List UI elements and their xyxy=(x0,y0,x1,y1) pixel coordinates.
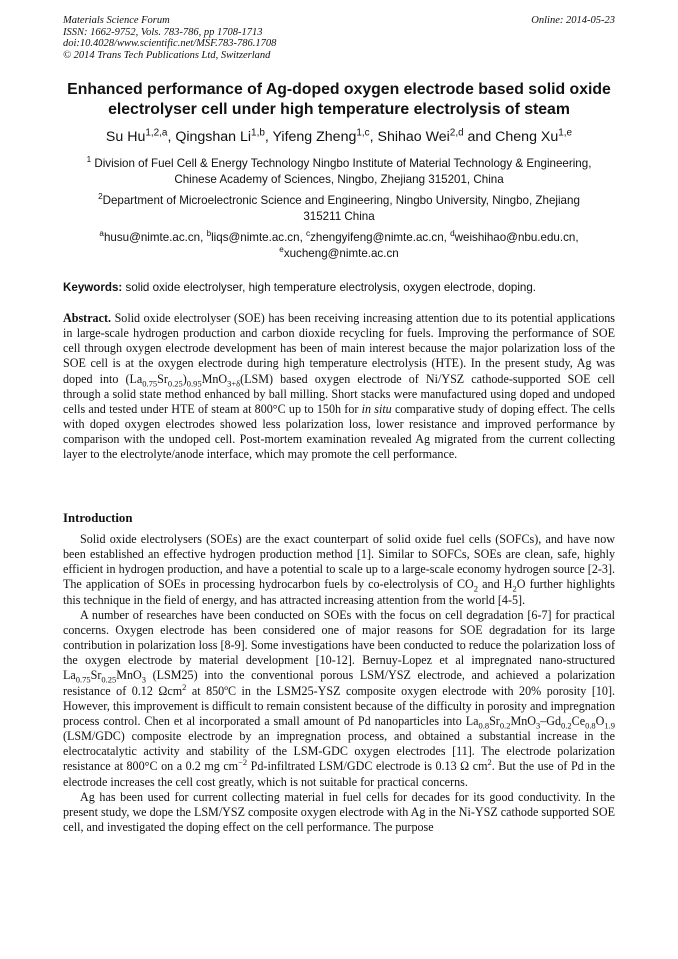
formula-sub: 3+δ xyxy=(227,378,241,389)
paragraph-text: O further highlights this technique in the field of energy, and has attracted increasing attention from the world [4-5]. xyxy=(63,577,615,607)
author-name: Qingshan Li xyxy=(175,129,252,145)
formula-sub: 2 xyxy=(473,583,479,594)
author-sup: 1,b xyxy=(251,127,265,139)
affiliation-2 xyxy=(60,193,618,224)
paragraph: Ag has been used for current collecting material in fuel cells for decades for its good conductivity. In the present study, we dope the LSM/YSZ composite oxygen electrode with Ag in the Ni-YSZ cathode supported SOE cell, and investigated the doping effect on the cell performance. The purpose xyxy=(63,789,615,834)
author-sep: , xyxy=(264,129,273,145)
formula-part: MnO xyxy=(510,713,536,728)
formula-part: MnO xyxy=(116,668,142,683)
formula-sub: 0.75 xyxy=(75,674,91,685)
keywords-text: solid oxide electrolyser, high temperature electrolysis, oxygen electrode, doping. xyxy=(125,281,537,294)
email-mark: e xyxy=(279,244,284,254)
email-a[interactable]: husu@nimte.ac.cn xyxy=(103,231,201,244)
author-list xyxy=(40,128,638,146)
author-sup: 1,c xyxy=(356,127,370,139)
affiliation-text: Division of Fuel Cell & Energy Technology Ningbo Institute of Material Technology & Engineering, xyxy=(94,157,592,170)
formula-part: Sr xyxy=(157,371,168,386)
affiliation-text: Chinese Academy of Sciences, Ningbo, Zhejiang 315201, China xyxy=(174,172,504,186)
author-name: Yifeng Zheng xyxy=(272,129,357,145)
doi-line: doi:10.4028/www.scientific.net/MSF.783-786.1708 xyxy=(63,38,277,50)
abstract-text: (LSM) based oxygen electrode of Ni/YSZ cathode-supported SOE cell through a solid state method enhanced by ball milling. Short stacks were manufactured using doped and undoped cells and tested under HTE of steam at 800°C up to 150h for xyxy=(63,371,615,416)
email-mark: d xyxy=(450,229,455,239)
paragraph-text: A number of researches have been conducted on SOEs with the focus on cell degradation [6-7] for practical concerns. Oxygen electrode has been considered one of major reasons for SOE degradation for its large contribution in polarization loss [8-9]. Some investigations have been conducted to reduce the polarization loss of the oxygen electrode by material development [10-12]. Bernuy-Lopez et al impregnated nano-structured La xyxy=(63,607,615,683)
email-d[interactable]: weishihao@nbu.edu.cn xyxy=(454,231,576,244)
online-date: Online: 2014-05-23 xyxy=(531,15,615,26)
author-sep: and xyxy=(463,129,496,145)
affiliation-text: 315211 China xyxy=(303,209,375,223)
formula-sub: 0.2 xyxy=(561,720,572,731)
formula-part: –Gd xyxy=(540,713,562,728)
affiliation-text: Department of Microelectronic Science and Engineering, Ningbo University, Ningbo, Zhejiang xyxy=(102,194,580,207)
formula-sub: 2 xyxy=(512,583,517,594)
author-name: Su Hu xyxy=(105,129,146,145)
formula-sup: 2 xyxy=(487,757,492,768)
email-mark: c xyxy=(306,229,311,239)
abstract-italic: in situ xyxy=(361,401,392,416)
formula-part: MnO xyxy=(201,371,228,386)
author-sup: 1,2,a xyxy=(145,127,168,139)
formula-sup: −2 xyxy=(238,757,248,768)
formula-part: O xyxy=(595,713,605,728)
paragraph-text: Pd-infiltrated LSM/GDC electrode is 0.13 Ω cm xyxy=(247,759,488,774)
abstract xyxy=(63,311,615,463)
formula-sup: 2 xyxy=(182,681,187,692)
formula-part: Sr xyxy=(90,668,102,683)
abstract-text: Solid oxide electrolyser (SOE) has been receiving increasing attention due to its potential applications in large-scale hydrogen production and carbon dioxide recycling for fuels. Improving the performance of SOE cell through oxygen electrode development has been of main interest because the major polarization loss of the SOE cell is at the oxygen electrode during high temperature electrolysis (HTE). In the present study, Ag was doped into (La xyxy=(63,311,616,386)
paragraph-text: at 850ºC in the LSM25-YSZ composite oxygen electrode with 20% porosity [10]. However, this improvement is difficult to remain consistent because of the difficulty in porosity and impregnation process control. Chen et al incorporated a small amount of Pd nanoparticles into La xyxy=(63,683,616,728)
paragraph xyxy=(63,608,615,790)
keywords xyxy=(63,280,615,295)
email-mark: a xyxy=(99,229,104,239)
paragraph-text: Solid oxide electrolysers (SOEs) are the exact counterpart of solid oxide fuel cells (SOFCs), and have now been established an effective hydrogen production method [1]. Similar to SOFCs, SOEs are clean, safe, highly efficient in hydrogen production, and have a potential to scale up to a large-scale economy hydrogen source [2-3]. The application of SOEs in processing hydrocarbon fuels by co-electrolysis of CO xyxy=(63,532,615,592)
abstract-label: Abstract. xyxy=(63,311,112,325)
author-name: Shihao Wei xyxy=(377,129,450,145)
formula-sub: 3 xyxy=(535,720,541,731)
affiliation-mark: 1 xyxy=(86,155,92,165)
email-list: $^a$husu@nimte.ac.cn, $^b$liqs@nimte.ac.cn, $^c$zhengyifeng@nimte.ac.cn, $^d$weishihao@nbu.edu.cn, $^e$xucheng@nimte.ac.cn xyxy=(99,229,579,260)
keywords-label: Keywords: xyxy=(63,281,123,294)
paper-title xyxy=(40,80,638,120)
title-line-2: electrolyser cell under high temperature electrolysis of steam xyxy=(108,101,570,118)
email-mark: b xyxy=(206,229,212,239)
abstract-text: comparative study of doping effect. The cells with doped oxygen electrodes showed less polarization loss, lower resistance and improved performance by comparison with the undoped cell. Post-mortem examination revealed Ag migrated from the current collecting layer to the electrolyte/anode interface, which may promote the cell performance. xyxy=(63,401,616,462)
formula-part: ) xyxy=(182,371,187,386)
formula-part: Sr xyxy=(489,713,500,728)
formula-sub: 0.25 xyxy=(167,378,183,389)
formula-sub: 0.8 xyxy=(585,720,596,731)
formula-part: Ce xyxy=(571,713,586,728)
paragraph xyxy=(63,532,615,608)
formula-sub: 0.2 xyxy=(499,720,511,731)
paragraph-text: (LSM25) into the conventional porous LSM/YSZ electrode, and achieved a polarization resistance of 0.12 Ωcm xyxy=(63,668,615,698)
author-sep: , xyxy=(167,129,176,145)
email-e[interactable]: xucheng@nimte.ac.cn xyxy=(283,246,399,260)
issn-line: ISSN: 1662-9752, Vols. 783-786, pp 1708-1713 xyxy=(63,26,263,38)
title-line-1: Enhanced performance of Ag-doped oxygen electrode based solid oxide xyxy=(67,81,611,98)
author-sup: 1,e xyxy=(558,127,573,139)
formula-sub: 0.25 xyxy=(101,674,117,685)
formula-sub: 3 xyxy=(141,674,146,685)
email-c[interactable]: zhengyifeng@nimte.ac.cn xyxy=(310,231,444,244)
affiliation-mark: 2 xyxy=(98,192,103,202)
paragraph-text: and H xyxy=(478,577,513,592)
affiliation-1 xyxy=(60,156,618,187)
copyright-line: © 2014 Trans Tech Publications Ltd, Switzerland xyxy=(63,49,271,61)
journal-name: Materials Science Forum xyxy=(63,15,170,26)
section-heading-introduction: Introduction xyxy=(63,511,133,525)
formula-sub: 0.8 xyxy=(478,720,490,731)
paragraph-text: . But the use of Pd in the electrode increases the cell cost greatly, which is not suitable for practical concerns. xyxy=(63,759,615,789)
formula-sub: 0.75 xyxy=(142,378,158,389)
introduction-body xyxy=(63,532,615,835)
email-b[interactable]: liqs@nimte.ac.cn xyxy=(211,231,300,244)
author-sup: 2,d xyxy=(449,127,464,139)
paragraph-text: (LSM/GDC) composite electrode by an impregnation process, and obtained a substantial increase in the electrocatalytic activity and stability of the LSM-GDC oxygen electrodes [11]. The electrode polarization resistance at 800°C on a 0.2 mg cm xyxy=(63,729,615,774)
formula-sub: 1.9 xyxy=(604,720,615,731)
formula-sub: 0.95 xyxy=(186,378,202,389)
author-name: Cheng Xu xyxy=(495,129,559,145)
author-sep: , xyxy=(369,129,378,145)
